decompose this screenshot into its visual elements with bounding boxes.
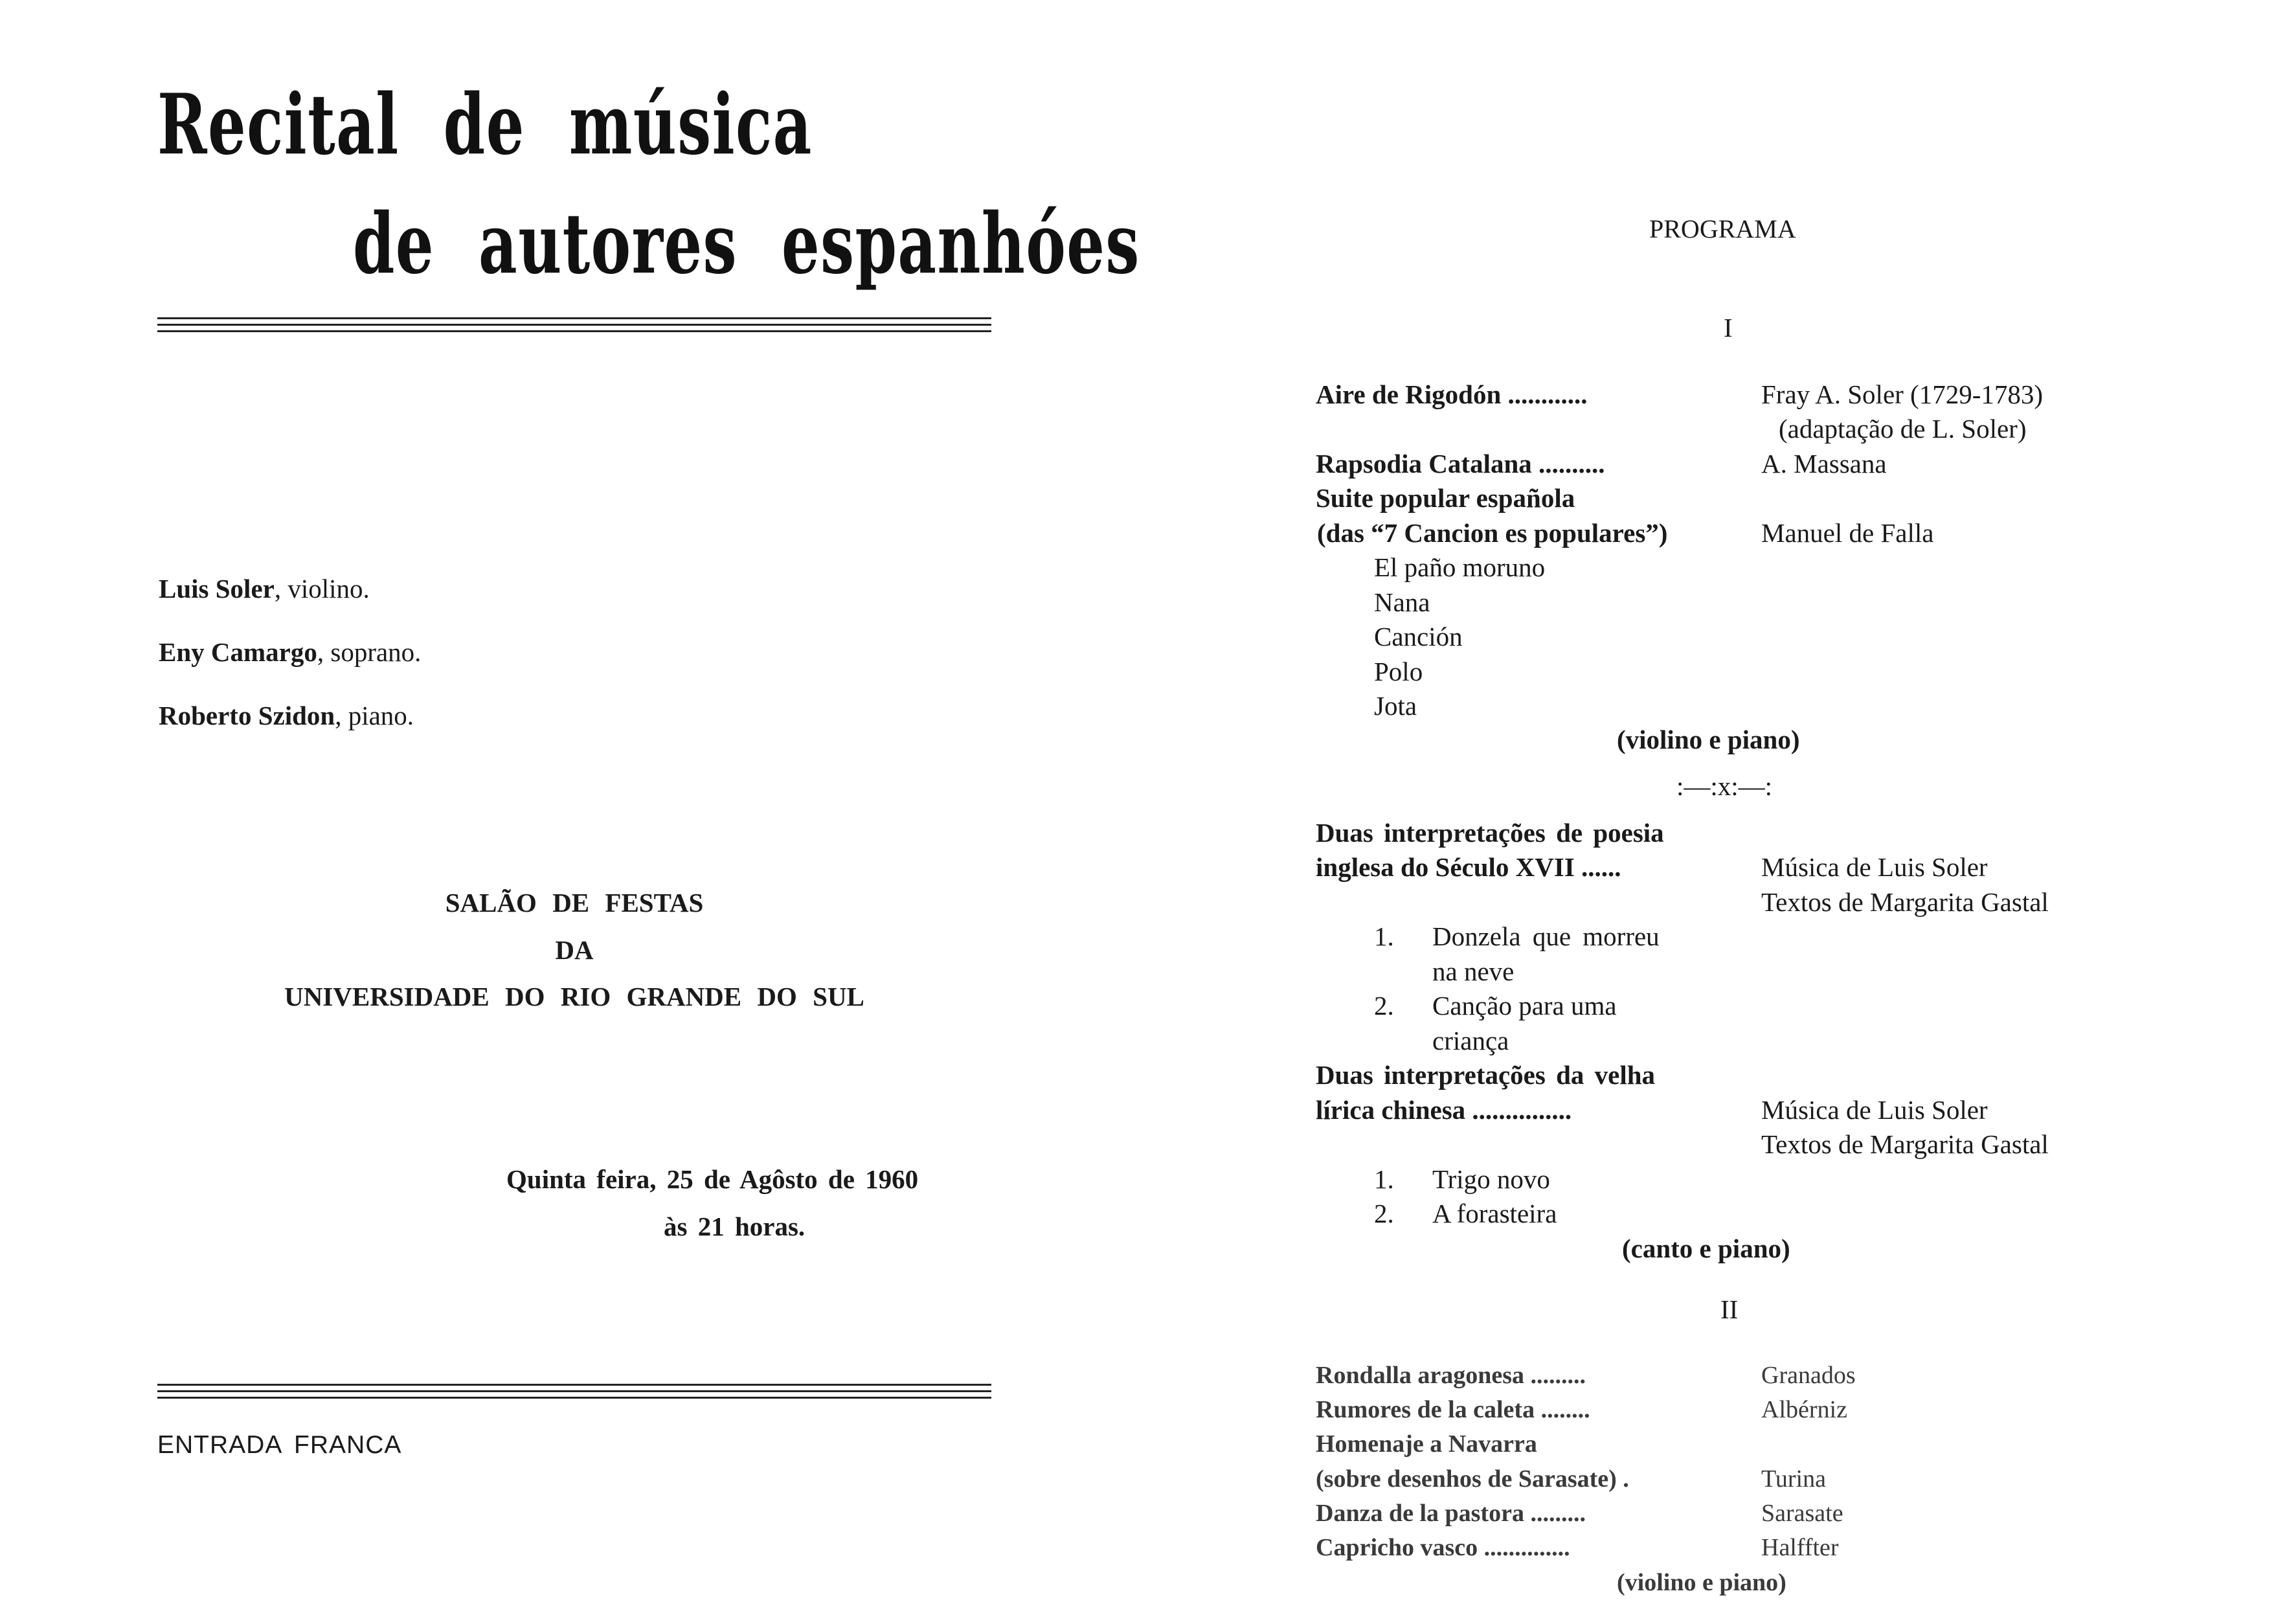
work-rapsodia-catalana: Rapsodia Catalana .......... [1316,449,1605,479]
performer-role: , piano. [335,701,414,730]
composer-sarasate: Sarasate [1761,1500,1843,1527]
work-suite-popular: Suite popular española [1316,483,1575,513]
performer-name: Luis Soler [159,574,275,603]
song-title: Trigo novo [1432,1164,1550,1194]
song-number: 1. [1374,921,1394,951]
composer-turina: Turina [1761,1465,1826,1493]
suite-item: Polo [1374,657,1423,686]
work-duas-poesia-inglesa: Duas interpretações de poesia [1316,818,1664,848]
instrumentation-violin-piano-2: (violino e piano) [1617,1569,1786,1596]
texts-gastal-2: Textos de Margarita Gastal [1761,1129,2049,1159]
double-rule-bottom [157,1384,991,1403]
work-capricho-vasco: Capricho vasco .............. [1316,1534,1570,1561]
work-suite-subtitle: (das “7 Cancion es populares”) [1317,518,1668,548]
suite-item: Canción [1374,622,1463,651]
work-duas-lirica-chinesa-2: lírica chinesa ............... [1316,1095,1572,1125]
composer-granados: Granados [1761,1362,1856,1389]
title-line-2: de autores espanhóes [353,196,1140,293]
venue-line-3: UNIVERSIDADE DO RIO GRANDE DO SUL [284,982,864,1011]
part-one-numeral: I [1724,313,1733,343]
composer-albeniz: Albérniz [1761,1396,1847,1423]
song-number: 2. [1374,1199,1394,1228]
event-date: Quinta feira, 25 de Agôsto de 1960 [506,1164,919,1194]
composer-music-soler-2: Música de Luis Soler [1761,1095,1988,1125]
composer-soler: Fray A. Soler (1729-1783) [1761,379,2044,409]
performer-name: Roberto Szidon [159,701,335,730]
song-number: 2. [1374,991,1394,1021]
instrumentation-violin-piano: (violino e piano) [1617,725,1800,754]
work-aire-de-rigodon: Aire de Rigodón ............ [1316,379,1588,409]
work-homenaje-a-navarra: Homenaje a Navarra [1316,1430,1537,1458]
performer-1 [159,573,370,604]
performer-3 [159,700,414,731]
suite-item: Nana [1374,587,1430,617]
performer-name: Eny Camargo [159,637,317,667]
work-rondalla-aragonesa: Rondalla aragonesa ......... [1316,1362,1586,1389]
suite-item: El paño moruno [1374,552,1546,582]
performer-role: , soprano. [317,637,422,667]
composer-halffter: Halffter [1761,1534,1839,1561]
section-separator: :—:x:—: [1676,771,1773,801]
work-duas-lirica-chinesa: Duas interpretações da velha [1316,1060,1656,1090]
work-danza-de-la-pastora: Danza de la pastora ......... [1316,1500,1586,1527]
title-line-1: Recital de música [157,76,813,174]
work-duas-poesia-inglesa-2: inglesa do Século XVII ...... [1316,852,1621,882]
performer-role: , violino. [274,574,370,603]
suite-item: Jota [1374,691,1417,721]
texts-gastal: Textos de Margarita Gastal [1761,887,2049,917]
double-rule-top [157,317,991,337]
work-sobre-desenhos: (sobre desenhos de Sarasate) . [1316,1465,1629,1493]
performer-2 [159,637,421,668]
part-two-numeral: II [1720,1294,1739,1324]
composer-falla: Manuel de Falla [1761,518,1934,548]
song-number: 1. [1374,1164,1394,1194]
composer-massana: A. Massana [1761,449,1887,479]
programa-heading: PROGRAMA [1649,214,1796,243]
song-title: Donzela que morreu [1432,921,1660,951]
composer-note: (adaptação de L. Soler) [1779,414,2027,444]
venue-line-2: DA [555,935,594,965]
right-page [1138,0,2276,1624]
venue-line-1: SALÃO DE FESTAS [445,888,704,918]
composer-music-soler: Música de Luis Soler [1761,852,1988,882]
song-title-cont: na neve [1432,956,1515,986]
event-time: às 21 horas. [664,1212,806,1241]
song-title: Canção para uma [1432,991,1617,1021]
song-title-cont: criança [1432,1026,1509,1055]
song-title: A forasteira [1432,1199,1557,1228]
instrumentation-voice-piano: (canto e piano) [1622,1234,1790,1263]
entrance-note: ENTRADA FRANCA [157,1431,402,1459]
work-rumores-de-la-caleta: Rumores de la caleta ........ [1316,1396,1590,1423]
